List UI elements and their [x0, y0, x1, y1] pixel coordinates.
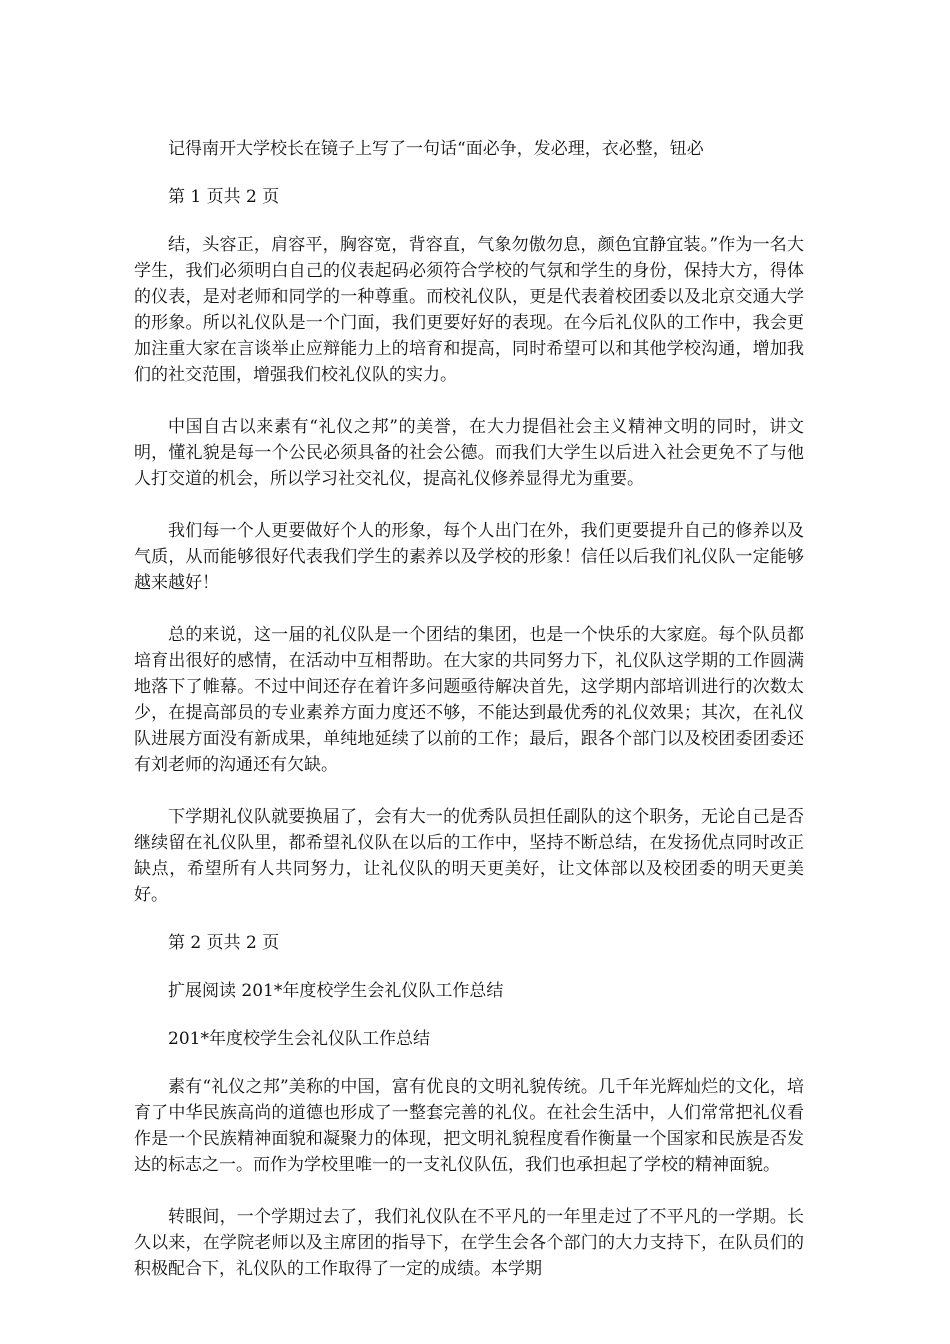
paragraph-civility-tradition: 素有“礼仪之邦”美称的中国，富有优良的文明礼貌传统。几千年光辉灿烂的文化，培育了中华民族高尚的道德也形成了一整套完善的礼仪。在社会生活中，人们常常把礼仪看作是一个民族精神面貌和凝聚力的体现，把文明礼貌程度看作衡量一个国家和民族是否发达的标志之一。而作为学校里唯一的一支礼仪队伍，我们也承担起了学校的精神面貌。	[134, 1077, 804, 1175]
paragraph-etiquette-nation: 中国自古以来素有“礼仪之邦”的美誉，在大力提倡社会主义精神文明的同时，讲文明，懂礼貌是每一个公民必须具备的社会公德。而我们大学生以后进入社会更免不了与他人打交道的机会，所以学习社交礼仪，提高礼仪修养显得尤为重要。	[134, 417, 804, 489]
paragraph-summary: 总的来说，这一届的礼仪队是一个团结的集团，也是一个快乐的大家庭。每个队员都培育出很好的感情，在活动中互相帮助。在大家的共同努力下，礼仪队这学期的工作圆满地落下了帷幕。不过中间还存在着许多问题亟待解决首先，这学期内部培训进行的次数太少，在提高部员的专业素养方面力度还不够，不能达到最优秀的礼仪效果；其次，在礼仪队进展方面没有新成果，单纯地延续了以前的工作；最后，跟各个部门以及校团委团委还有刘老师的沟通还有欠缺。	[134, 625, 804, 775]
paragraph-appearance: 结，头容正，肩容平，胸容宽，背容直，气象勿傲勿息，颜色宜静宜装。”作为一名大学生，我们必须明白自己的仪表起码必须符合学校的气氛和学生的身份，保持大方，得体的仪表，是对老师和同学的一种尊重。而校礼仪队，更是代表着校团委以及北京交通大学的形象。所以礼仪队是一个门面，我们更要好好的表现。在今后礼仪队的工作中，我会更加注重大家在言谈举止应辩能力上的培育和提高，同时希望可以和其他学校沟通，增加我们的社交范围，增强我们校礼仪队的实力。	[134, 235, 804, 385]
paragraph-next-term: 下学期礼仪队就要换届了，会有大一的优秀队员担任副队的这个职务，无论自己是否继续留在礼仪队里，都希望礼仪队在以后的工作中，坚持不断总结，在发扬优点同时改正缺点，希望所有人共同努力，让礼仪队的明天更美好，让文体部以及校团委的明天更美好。	[134, 807, 804, 905]
page-number-2: 第 2 页共 2 页	[168, 933, 280, 953]
page-number-1: 第 1 页共 2 页	[168, 187, 280, 207]
section-title: 201*年度校学生会礼仪队工作总结	[168, 1029, 430, 1049]
paragraph-semester-review: 转眼间，一个学期过去了，我们礼仪队在不平凡的一年里走过了不平凡的一学期。长久以来，在学院老师以及主席团的指导下，在学生会各个部门的大力支持下，在队员们的积极配合下，礼仪队的工作取得了一定的成绩。本学期	[134, 1207, 804, 1279]
document-page	[134, 136, 804, 1282]
paragraph-opening-quote: 记得南开大学校长在镜子上写了一句话“面必争，发必理，衣必整，钮必	[168, 139, 704, 159]
extended-reading-heading: 扩展阅读 201*年度校学生会礼仪队工作总结	[168, 981, 504, 1001]
paragraph-personal-image: 我们每一个人更要做好个人的形象，每个人出门在外，我们更要提升自己的修养以及气质，从而能够很好代表我们学生的素养以及学校的形象！信任以后我们礼仪队一定能够越来越好！	[134, 521, 804, 593]
